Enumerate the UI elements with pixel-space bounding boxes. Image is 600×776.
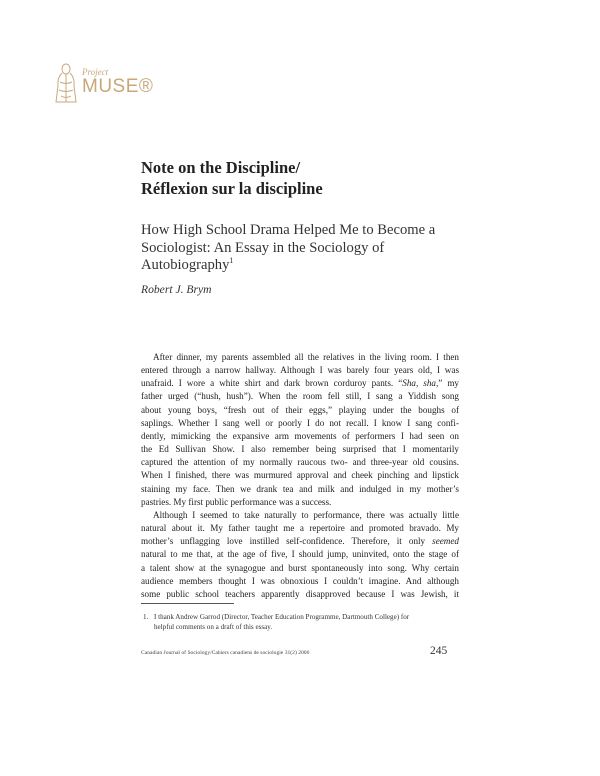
section-title: [141, 157, 323, 199]
article-title-line-3: [141, 257, 441, 275]
article-title-line-1: How High School Drama Helped Me to Become a: [141, 222, 436, 238]
section-title-line-2: Réflexion sur la discipline: [141, 179, 323, 198]
body-line: saplings. Whether I sang well or poorly I do not recall. I know I sang confi-: [141, 417, 459, 428]
body-line: entered through a narrow hallway. Although I was barely four years old, I was: [141, 365, 459, 376]
article-title: [141, 222, 441, 275]
section-title-line-1: Note on the Discipline/: [141, 158, 301, 177]
footnote: [141, 612, 459, 632]
body-line: audience members thought I was obnoxious I couldn’t imagine. And although: [141, 575, 459, 586]
footnote-reference-mark[interactable]: 1: [229, 256, 234, 265]
article-title-line-2: Sociologist: An Essay in the Sociology of: [141, 239, 385, 256]
footnote-number: 1.: [143, 613, 149, 621]
body-line: a talent show at the synagogue and burst spontaneously into song. Why certain: [141, 562, 459, 573]
logo-muse-text: MUSE®: [82, 76, 154, 97]
footnote-line-1: I thank Andrew Garrod (Director, Teacher Education Programme, Dartmouth College) for: [154, 613, 410, 621]
body-line: [141, 377, 459, 390]
body-line: When I finished, there was murmured approval and cheek pinching and lipstick: [141, 470, 459, 481]
body-line: Although I seemed to take naturally to performance, there was actually little: [153, 509, 459, 520]
body-line: the Ed Sullivan Show. I also remember being surprised that I momentarily: [141, 444, 459, 455]
body-line: dently, mimicking the expansive arm movements of performers I had seen on: [141, 430, 459, 441]
body-line: captured the attention of my normally raucous two- and three-year old cousins.: [141, 457, 459, 468]
body-line-italic: Sha, sha,: [402, 378, 439, 389]
article-title-line-3-text: Autobiography: [141, 257, 230, 273]
body-text: [141, 351, 459, 601]
body-line: [141, 535, 459, 548]
body-line: natural to me that, at the age of five, I should jump, uninvited, onto the stage of: [141, 549, 459, 560]
body-line: staining my face. Then we drank tea and milk and indulged in my mother’s: [141, 483, 459, 494]
footnote-line-2: helpful comments on a draft of this essay.: [154, 623, 273, 631]
journal-citation: Canadian Journal of Sociology/Cahiers canadiens de sociologie 31(2) 2006: [141, 650, 310, 656]
body-line: After dinner, my parents assembled all the relatives in the living room. I then: [153, 352, 459, 362]
project-muse-logo: [53, 62, 154, 106]
body-line-part: mother’s unflagging love instilled self-confidence. Therefore, it only: [141, 536, 433, 547]
body-line: some public school teachers apparently disapproved because I was Jewish, it: [141, 588, 459, 599]
body-line: father urged (“hush, hush”). When the room fell still, I sang a Yiddish song: [141, 391, 459, 402]
body-line-italic: seemed: [432, 536, 459, 547]
page-number: 245: [430, 645, 448, 657]
author-name: Robert J. Brym: [141, 283, 212, 296]
project-muse-logo-icon: [53, 62, 79, 104]
body-line: natural about it. My father taught me a repertoire and promoted bravado. My: [141, 523, 459, 534]
body-line-part: unafraid. I wore a white shirt and dark brown corduroy pants. “: [141, 378, 403, 389]
logo-project-text: Project: [82, 67, 109, 77]
body-line: pastries. My first public performance was a success.: [141, 496, 332, 507]
body-line-part: ” my: [438, 378, 459, 389]
footnote-divider: [141, 603, 234, 604]
body-line: about young boys, “fresh out of their eggs,” playing under the boughs of: [141, 404, 459, 415]
